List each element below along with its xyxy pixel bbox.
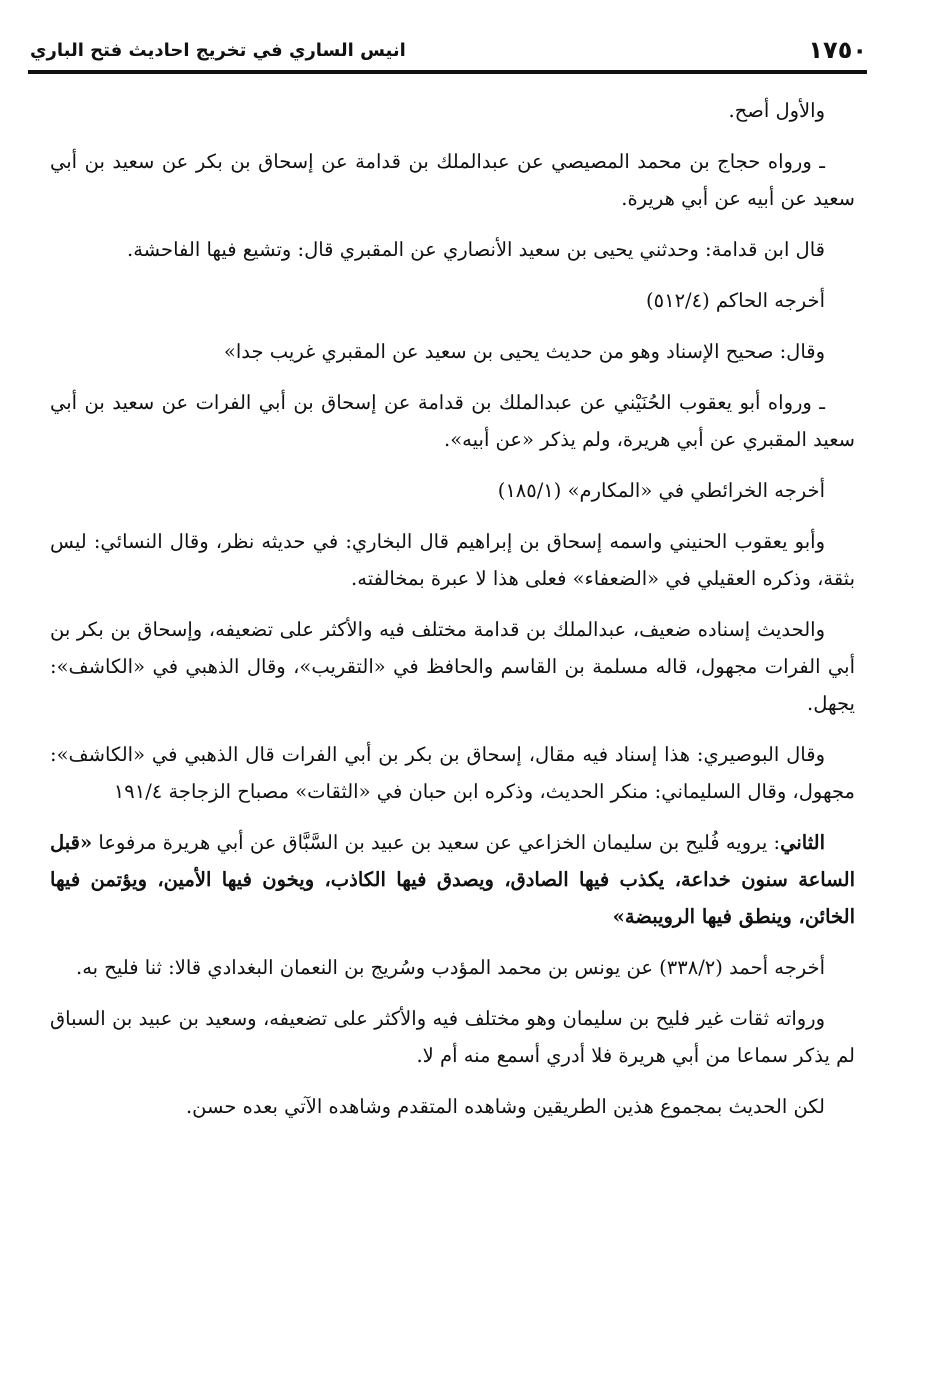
- page-body: [50, 92, 855, 1139]
- paragraph: ـ ورواه حجاج بن محمد المصيصي عن عبدالملك بن قدامة عن إسحاق بن بكر عن سعيد بن أبي سعيد عن أبيه عن أبي هريرة.: [50, 150, 855, 210]
- hadith-lead-label: الثاني: [780, 831, 825, 854]
- paragraph: أخرجه الخرائطي في «المكارم» (١٨٥/١): [497, 479, 825, 502]
- paragraph: وقال: صحيح الإسناد وهو من حديث يحيى بن سعيد عن المقبري غريب جدا»: [223, 340, 825, 363]
- page-header: [30, 30, 867, 70]
- paragraph: قال ابن قدامة: وحدثني يحيى بن سعيد الأنصاري عن المقبري قال: وتشيع فيها الفاحشة.: [127, 238, 825, 261]
- paragraph: لكن الحديث بمجموع هذين الطريقين وشاهده المتقدم وشاهده الآتي بعده حسن.: [185, 1095, 825, 1118]
- paragraph: والحديث إسناده ضعيف، عبدالملك بن قدامة مختلف فيه والأكثر على تضعيفه، وإسحاق بن بكر بن أبي الفرات مجهول، قاله مسلمة بن القاسم والحافظ في «التقريب»، وقال الذهبي في «الكاشف»: يجهل.: [50, 618, 855, 715]
- paragraph: ـ ورواه أبو يعقوب الحُنَيْني عن عبدالملك بن قدامة عن إسحاق بن أبي الفرات عن سعيد بن أبي سعيد المقبري عن أبي هريرة، ولم يذكر «عن أبيه».: [50, 391, 855, 451]
- hadith-chain: : يرويه فُليح بن سليمان الخزاعي عن سعيد بن عبيد بن السَّبَّاق عن أبي هريرة مرفوعا: [92, 831, 781, 854]
- paragraph: أخرجه أحمد (٣٣٨/٢) عن يونس بن محمد المؤدب وسُريج بن النعمان البغدادي قالا: ثنا فليح به.: [76, 956, 825, 979]
- paragraph: أخرجه الحاكم (٥١٢/٤): [646, 289, 825, 312]
- running-title: انيس الساري في تخريج احاديث فتح الباري: [30, 39, 406, 61]
- paragraph: وأبو يعقوب الحنيني واسمه إسحاق بن إبراهيم قال البخاري: في حديثه نظر، وقال النسائي: ليس بثقة، وذكره العقيلي في «الضعفاء» فعلى هذا لا عبرة بمخالفته.: [50, 530, 855, 590]
- paragraph: والأول أصح.: [728, 99, 825, 122]
- page-number: ١٧٥٠: [808, 36, 867, 64]
- paragraph: ورواته ثقات غير فليح بن سليمان وهو مختلف فيه والأكثر على تضعيفه، وسعيد بن عبيد بن السباق لم يذكر سماعا من أبي هريرة فلا أدري أسمع منه أم لا.: [50, 1007, 855, 1067]
- header-divider: [28, 70, 867, 74]
- hadith-text: «قبل الساعة سنون خداعة، يكذب فيها الصادق، ويصدق فيها الكاذب، ويخون فيها الأمين، ويؤتمن فيها الخائن، وينطق فيها الرويبضة»: [50, 831, 855, 928]
- paragraph: وقال البوصيري: هذا إسناد فيه مقال، إسحاق بن بكر بن أبي الفرات قال الذهبي في «الكاشف»: مجهول، وقال السليماني: منكر الحديث، وذكره ابن حبان في «الثقات» مصباح الزجاجة ١٩١/٤: [50, 743, 855, 803]
- hadith-paragraph: [50, 824, 855, 935]
